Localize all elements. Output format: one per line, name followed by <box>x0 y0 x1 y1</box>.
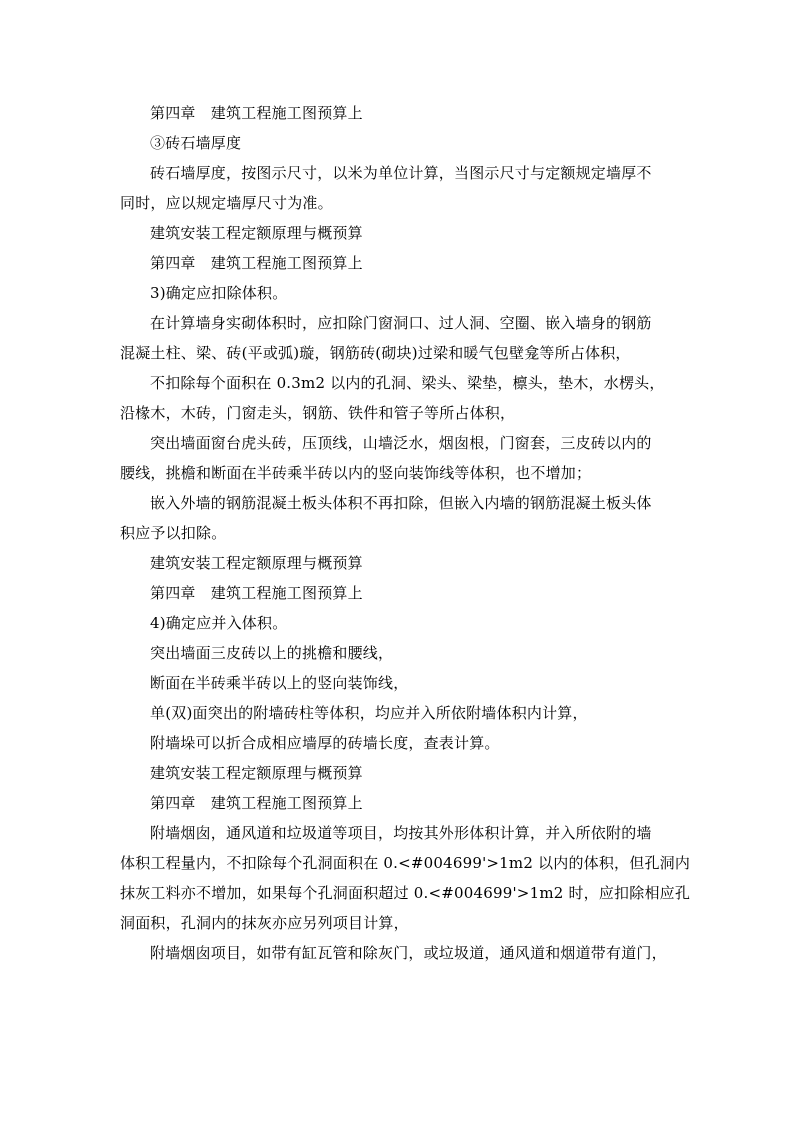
text-line: ③砖石墙厚度 <box>150 134 242 152</box>
text-line: 断面在半砖乘半砖以上的竖向装饰线， <box>150 674 409 692</box>
text-line: 同时，应以规定墙厚尺寸为准。 <box>120 194 333 212</box>
text-line: 不扣除每个面积在 0.3m2 以内的孔洞、梁头、梁垫，檩头，垫木，水楞头， <box>150 374 665 392</box>
text-line: 第四章 建筑工程施工图预算上 <box>150 254 363 272</box>
text-line: 附墙烟囱，通风道和垃圾道等项目，均按其外形体积计算，并入所依附的墙 <box>150 824 652 842</box>
text-line: 腰线，挑檐和断面在半砖乘半砖以内的竖向装饰线等体积，也不增加； <box>120 464 592 482</box>
text-line: 抹灰工料亦不增加，如果每个孔洞面积超过 0.<#004699'>1m2 时，应扣除相应孔 <box>120 884 691 902</box>
text-line: 第四章 建筑工程施工图预算上 <box>150 584 363 602</box>
text-line: 附墙垛可以折合成相应墙厚的砖墙长度，查表计算。 <box>150 734 500 752</box>
document-body <box>120 98 691 968</box>
text-line: 建筑安装工程定额原理与概预算 <box>150 554 363 572</box>
text-line: 混凝土柱、梁、砖(平或弧)璇，钢筋砖(砌块)过梁和暖气包壁龛等所占体积， <box>120 344 631 362</box>
text-line: 建筑安装工程定额原理与概预算 <box>150 224 363 242</box>
text-line: 突出墙面三皮砖以上的挑檐和腰线， <box>150 644 394 662</box>
text-line: 附墙烟囱项目，如带有缸瓦管和除灰门，或垃圾道，通风道和烟道带有道门， <box>150 944 667 962</box>
text-line: 积应予以扣除。 <box>120 524 227 542</box>
text-line: 嵌入外墙的钢筋混凝土板头体积不再扣除，但嵌入内墙的钢筋混凝土板头体 <box>150 494 652 512</box>
text-line: 第四章 建筑工程施工图预算上 <box>150 794 363 812</box>
text-line: 在计算墙身实砌体积时，应扣除门窗洞口、过人洞、空圈、嵌入墙身的钢筋 <box>150 314 652 332</box>
text-line: 建筑安装工程定额原理与概预算 <box>150 764 363 782</box>
text-line: 沿椽木，木砖，门窗走头，钢筋、铁件和管子等所占体积， <box>120 404 516 422</box>
text-line: 第四章 建筑工程施工图预算上 <box>150 104 363 122</box>
text-line: 4)确定应并入体积。 <box>150 614 288 632</box>
text-line: 体积工程量内，不扣除每个孔洞面积在 0.<#004699'>1m2 以内的体积，但孔洞内 <box>120 854 691 872</box>
text-line: 洞面积，孔洞内的抹灰亦应另列项目计算， <box>120 914 409 932</box>
text-line: 突出墙面窗台虎头砖，压顶线，山墙泛水，烟囱根，门窗套，三皮砖以内的 <box>150 434 652 452</box>
text-line: 砖石墙厚度，按图示尺寸，以米为单位计算，当图示尺寸与定额规定墙厚不 <box>150 164 652 182</box>
text-line: 单(双)面突出的附墙砖柱等体积，均应并入所依附墙体积内计算， <box>150 704 588 722</box>
text-line: 3)确定应扣除体积。 <box>150 284 288 302</box>
